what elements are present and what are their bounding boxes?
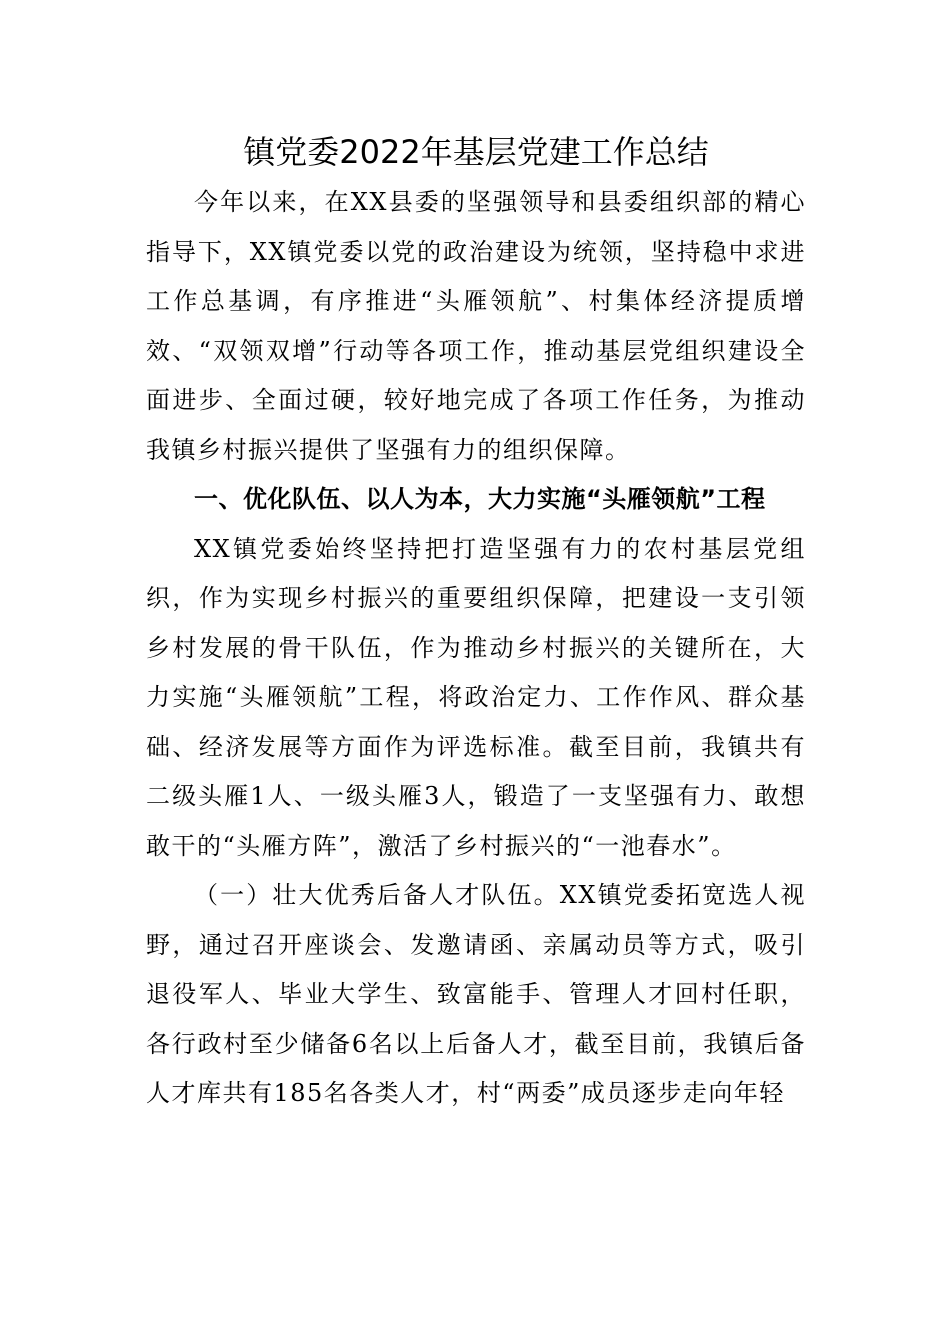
document-title: 镇党委2022年基层党建工作总结: [243, 133, 709, 171]
intro-paragraph: 今年以来，在XX县委的坚强领导和县委组织部的精心指导下，XX镇党委以党的政治建设为统领，坚持稳中求进工作总基调，有序推进“头雁领航”、村集体经济提质增效、“双领双增”行动等各项工作，推动基层党组织建设全面进步、全面过硬，较好地完成了各项工作任务，为推动我镇乡村振兴提供了坚强有力的组织保障。: [146, 188, 806, 464]
document-page: [146, 126, 806, 1119]
section-heading-1: 一、优化队伍、以人为本，大力实施“头雁领航”工程: [194, 485, 766, 513]
section-1-paragraph: XX镇党委始终坚持把打造坚强有力的农村基层党组织，作为实现乡村振兴的重要组织保障，把建设一支引领乡村发展的骨干队伍，作为推动乡村振兴的关键所在，大力实施“头雁领航”工程，将政治定力、工作作风、群众基础、经济发展等方面作为评选标准。截至目前，我镇共有二级头雁1人、一级头雁3人，锻造了一支坚强有力、敢想敢干的“头雁方阵”，激活了乡村振兴的“一池春水”。: [146, 534, 806, 860]
subsection-1-paragraph: （一）壮大优秀后备人才队伍。XX镇党委拓宽选人视野，通过召开座谈会、发邀请函、亲属动员等方式，吸引退役军人、毕业大学生、致富能手、管理人才回村任职，各行政村至少储备6名以上后备人才，截至目前，我镇后备人才库共有185名各类人才，村“两委”成员逐步走向年轻: [146, 881, 806, 1107]
